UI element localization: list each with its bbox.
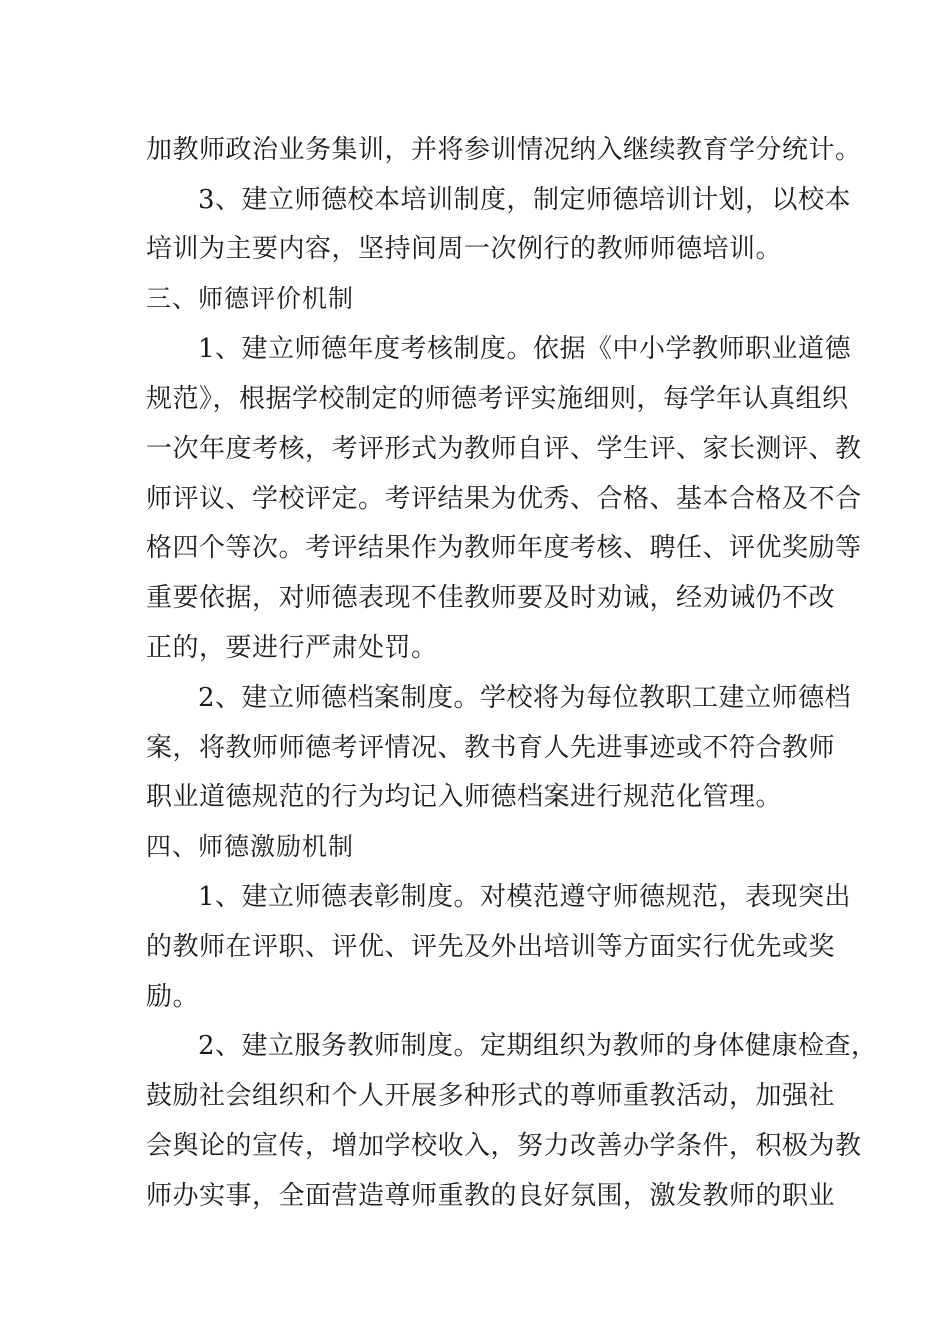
paragraph-line: 职业道德规范的行为均记入师德档案进行规范化管理。 <box>146 782 783 812</box>
paragraph-line: 师评议、学校评定。考评结果为优秀、合格、基本合格及不合 <box>146 484 862 514</box>
paragraph-line: 一次年度考核，考评形式为教师自评、学生评、家长测评、教 <box>146 434 862 464</box>
paragraph-line: 正的，要进行严肃处罚。 <box>146 633 438 663</box>
paragraph-line: 师办实事，全面营造尊师重教的良好氛围，激发教师的职业 <box>146 1181 836 1211</box>
paragraph-line: 会舆论的宣传，增加学校收入，努力改善办学条件，积极为教 <box>146 1131 862 1161</box>
paragraph-line: 鼓励社会组织和个人开展多种形式的尊师重教活动，加强社 <box>146 1081 836 1111</box>
section-heading: 三、师德评价机制 <box>146 284 355 313</box>
paragraph-line: 重要依据，对师德表现不佳教师要及时劝诫，经劝诫仍不改 <box>146 583 836 613</box>
paragraph-line: 1、建立师德表彰制度。对模范遵守师德规范，表现突出 <box>198 882 852 912</box>
paragraph-line: 2、建立服务教师制度。定期组织为教师的身体健康检查， <box>198 1031 878 1061</box>
paragraph-line: 2、建立师德档案制度。学校将为每位教职工建立师德档 <box>198 683 852 713</box>
paragraph-line: 加教师政治业务集训，并将参训情况纳入继续教育学分统计。 <box>146 135 862 165</box>
paragraph-line: 培训为主要内容，坚持间周一次例行的教师师德培训。 <box>146 234 783 264</box>
section-heading: 四、师德激励机制 <box>146 832 355 861</box>
paragraph-line: 规范》，根据学校制定的师德考评实施细则，每学年认真组织 <box>146 384 849 414</box>
paragraph-line: 格四个等次。考评结果作为教师年度考核、聘任、评优奖励等 <box>146 533 862 563</box>
paragraph-line: 1、建立师德年度考核制度。依据《中小学教师职业道德 <box>198 334 852 364</box>
paragraph-line: 励。 <box>146 982 200 1012</box>
paragraph-line: 案，将教师师德考评情况、教书育人先进事迹或不符合教师 <box>146 733 836 763</box>
paragraph-line: 的教师在评职、评优、评先及外出培训等方面实行优先或奖 <box>146 932 836 962</box>
paragraph-line: 3、建立师德校本培训制度，制定师德培训计划，以校本 <box>198 185 852 215</box>
